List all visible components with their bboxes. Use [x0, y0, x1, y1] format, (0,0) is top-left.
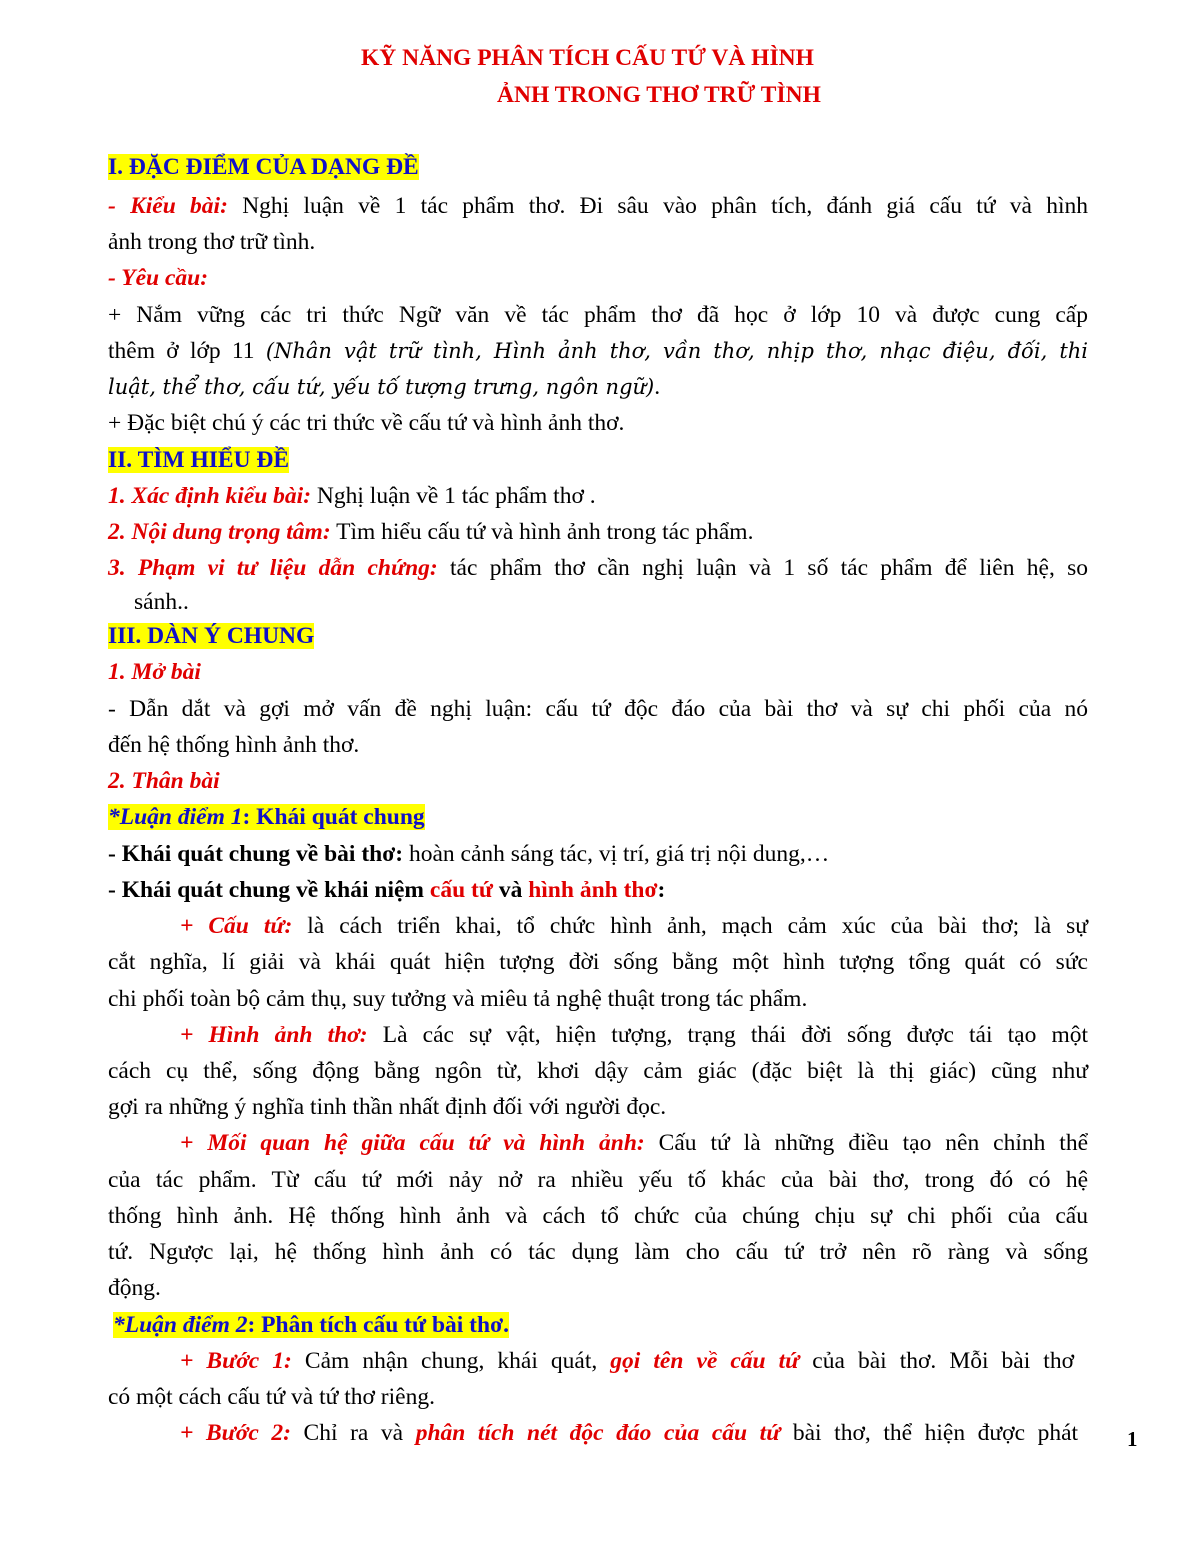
- tim-hieu-item-1: 1. Xác định kiểu bài: Nghị luận về 1 tác phẩm thơ .: [108, 483, 596, 509]
- moi-quan-he-line-3: thống hình ảnh. Hệ thống hình ảnh và cách tổ chức của chúng chịu sự chi phối của cấu: [108, 1203, 1088, 1229]
- tim-hieu-item-3: 3. Phạm vi tư liệu dẫn chứng: tác phẩm thơ cần nghị luận và 1 số tác phẩm để liên hệ, so: [108, 555, 1089, 581]
- yeu-cau-1-line-2: thêm ở lớp 11 (Nhân vật trữ tình, Hình ảnh thơ, vần thơ, nhịp thơ, nhạc điệu, đối, thi: [108, 338, 1088, 364]
- yeu-cau-1-line-1: + Nắm vững các tri thức Ngữ văn về tác phẩm thơ đã học ở lớp 10 và được cung cấp: [108, 302, 1088, 328]
- section-2-heading: II. TÌM HIỂU ĐỀ: [108, 447, 290, 473]
- cau-tu-line-1: + Cấu tứ: là cách triển khai, tổ chức hình ảnh, mạch cảm xúc của bài thơ; là sự: [180, 913, 1089, 939]
- page-number: 1: [1127, 1427, 1138, 1451]
- hinh-anh-line-3: gợi ra những ý nghĩa tinh thần nhất định đối với người đọc.: [108, 1094, 667, 1120]
- tim-hieu-item-2: 2. Nội dung trọng tâm: Tìm hiểu cấu tứ và hình ảnh trong tác phẩm.: [108, 519, 754, 545]
- luan-diem-2-heading: *Luận điểm 2: Phân tích cấu tứ bài thơ.: [113, 1312, 509, 1338]
- hinh-anh-line-2: cách cụ thể, sống động bằng ngôn từ, khơi dậy cảm giác (đặc biệt là thị giác) cũng như: [108, 1058, 1088, 1084]
- khai-quat-khai-niem: - Khái quát chung về khái niệm cấu tứ và hình ảnh thơ:: [108, 877, 666, 903]
- moi-quan-he-line-1: + Mối quan hệ giữa cấu tứ và hình ảnh: Cấu tứ là những điều tạo nên chỉnh thể: [180, 1130, 1088, 1156]
- kieu-bai-line-2: ảnh trong thơ trữ tình.: [108, 229, 316, 255]
- title-line-2: ẢNH TRONG THƠ TRỮ TÌNH: [497, 82, 821, 108]
- cau-tu-line-2: cắt nghĩa, lí giải và khái quát hiện tượng đời sống bằng một hình tượng tổng quát có sức: [108, 949, 1088, 975]
- cau-tu-line-3: chi phối toàn bộ cảm thụ, suy tưởng và miêu tả nghệ thuật trong tác phẩm.: [108, 986, 808, 1012]
- buoc-1-line-1: + Bước 1: Cảm nhận chung, khái quát, gọi tên về cấu tứ của bài thơ. Mỗi bài thơ: [180, 1348, 1075, 1374]
- hinh-anh-line-1: + Hình ảnh thơ: Là các sự vật, hiện tượng, trạng thái đời sống được tái tạo một: [180, 1022, 1089, 1048]
- than-bai-heading: 2. Thân bài: [108, 768, 220, 794]
- khai-quat-bai-tho: - Khái quát chung về bài thơ: hoàn cảnh sáng tác, vị trí, giá trị nội dung,…: [108, 841, 830, 867]
- yeu-cau-2: + Đặc biệt chú ý các tri thức về cấu tứ và hình ảnh thơ.: [108, 410, 625, 436]
- mo-bai-line-1: - Dẫn dắt và gợi mở vấn đề nghị luận: cấu tứ độc đáo của bài thơ và sự chi phối của nó: [108, 696, 1088, 722]
- section-3-heading: III. DÀN Ý CHUNG: [108, 623, 315, 649]
- section-1-heading: I. ĐẶC ĐIỂM CỦA DẠNG ĐỀ: [108, 154, 419, 180]
- moi-quan-he-line-4: tứ. Ngược lại, hệ thống hình ảnh có tác dụng làm cho cấu tứ trở nên rõ ràng và sống: [108, 1239, 1088, 1265]
- yeu-cau-label: - Yêu cầu:: [108, 265, 209, 291]
- kieu-bai-line-1: - Kiểu bài: Nghị luận về 1 tác phẩm thơ. Đi sâu vào phân tích, đánh giá cấu tứ và hình: [108, 193, 1088, 219]
- title-line-1: KỸ NĂNG PHÂN TÍCH CẤU TỨ VÀ HÌNH: [361, 45, 814, 71]
- tim-hieu-item-3-cont: sánh..: [134, 589, 189, 615]
- yeu-cau-1-line-3: luật, thể thơ, cấu tứ, yếu tố tượng trưng, ngôn ngữ).: [108, 374, 661, 400]
- luan-diem-1-heading: *Luận điểm 1: Khái quát chung: [108, 804, 425, 830]
- buoc-2-line-1: + Bước 2: Chỉ ra và phân tích nét độc đáo của cấu tứ bài thơ, thể hiện được phát: [180, 1420, 1079, 1446]
- mo-bai-heading: 1. Mở bài: [108, 659, 201, 685]
- mo-bai-line-2: đến hệ thống hình ảnh thơ.: [108, 732, 360, 758]
- moi-quan-he-line-5: động.: [108, 1275, 161, 1301]
- buoc-1-line-2: có một cách cấu tứ và tứ thơ riêng.: [108, 1384, 435, 1410]
- moi-quan-he-line-2: của tác phẩm. Từ cấu tứ mới nảy nở ra nhiều yếu tố khác của bài thơ, trong đó có hệ: [108, 1167, 1088, 1193]
